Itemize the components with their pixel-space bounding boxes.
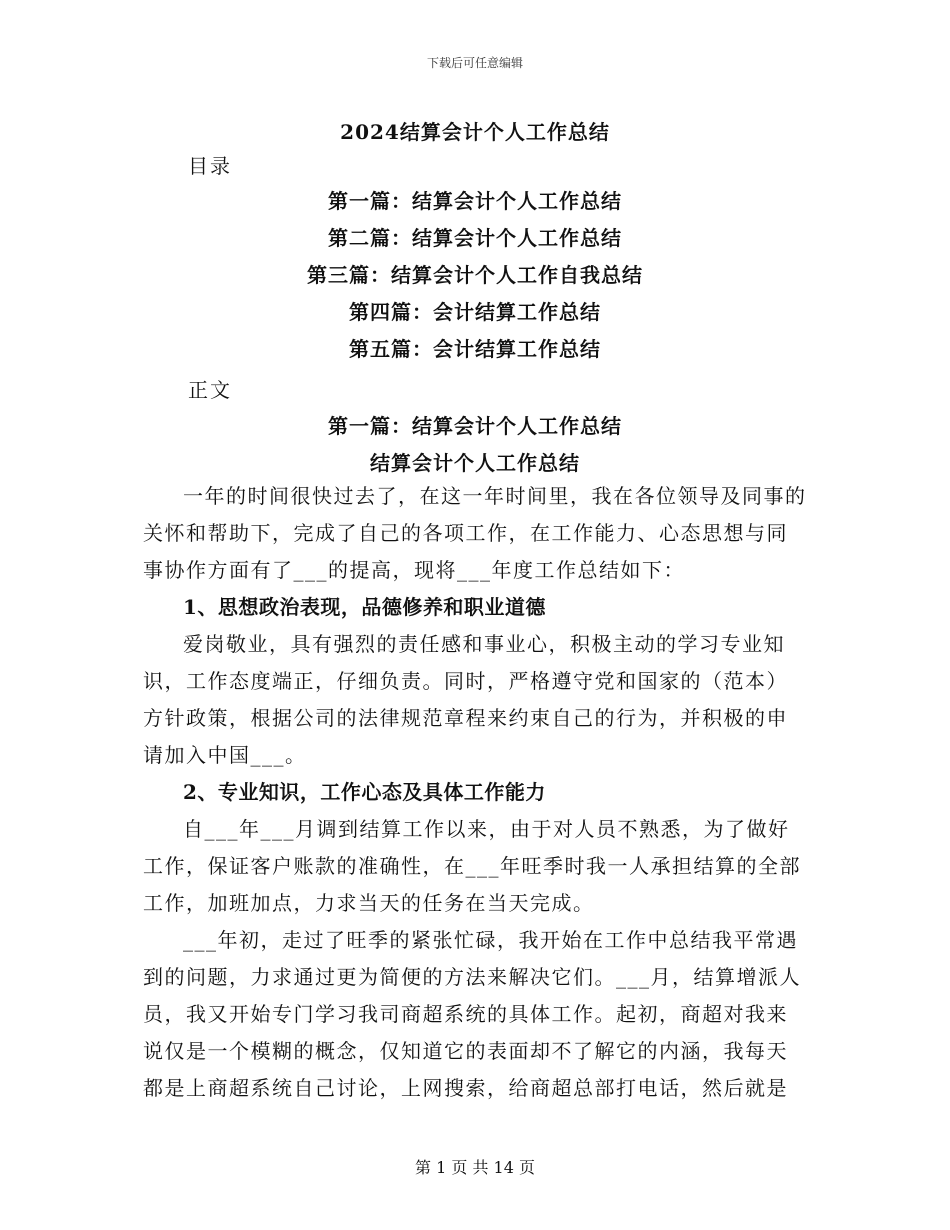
toc-item: 第五篇：会计结算工作总结: [349, 337, 601, 361]
sub-heading: 2、专业知识，工作心态及具体工作能力: [183, 780, 546, 804]
toc-label: 目录: [188, 154, 232, 178]
paragraph: 自___年___月调到结算工作以来，由于对人员不熟悉，为了做好工作，保证客户账款的准确性，在___年旺季时我一人承担结算的全部工作，加班加点，力求当天的任务在当天完成。: [143, 817, 801, 915]
paragraph: 爱岗敬业，具有强烈的责任感和事业心，积极主动的学习专业知识，工作态度端正，仔细负责。同时，严格遵守党和国家的（范本）方针政策，根据公司的法律规范章程来约束自己的行为，并积极的申请加入中国___。: [143, 632, 788, 767]
sub-heading: 1、思想政治表现，品德修养和职业道德: [183, 595, 546, 619]
toc-item: 第一篇：结算会计个人工作总结: [328, 189, 622, 213]
table-of-contents: [0, 183, 950, 368]
header-note: 下载后可任意编辑: [426, 56, 523, 70]
toc-item: 第四篇：会计结算工作总结: [349, 300, 601, 324]
toc-item: 第三篇：结算会计个人工作自我总结: [307, 263, 643, 287]
paragraph: ___年初，走过了旺季的紧张忙碌，我开始在工作中总结我平常遇到的问题，力求通过更为简便的方法来解决它们。___月，结算增派人员，我又开始专门学习我司商超系统的具体工作。起初，商超对我来说仅是一个模糊的概念，仅知道它的表面却不了解它的内涵，我每天都是上商超系统自己讨论，上网搜索，给商超总部打电话，然后就是: [143, 928, 801, 1100]
paragraph: 一年的时间很快过去了，在这一年时间里，我在各位领导及同事的关怀和帮助下，完成了自己的各项工作，在工作能力、心态思想与同事协作方面有了___的提高，现将___年度工作总结如下：: [143, 484, 807, 582]
toc-item: 第二篇：结算会计个人工作总结: [328, 226, 622, 250]
article-body: [143, 478, 808, 1107]
body-label: 正文: [188, 378, 232, 402]
article-title: 结算会计个人工作总结: [370, 451, 580, 475]
chapter-heading: 第一篇：结算会计个人工作总结: [328, 414, 622, 438]
document-title: 2024结算会计个人工作总结: [340, 120, 610, 144]
page-footer: 第 1 页 共 14 页: [415, 1158, 535, 1177]
